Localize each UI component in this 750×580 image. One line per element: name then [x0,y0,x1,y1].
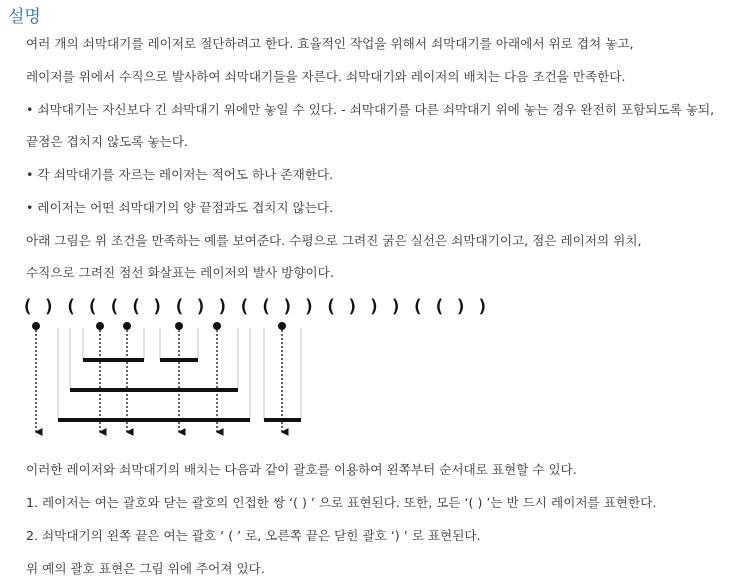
section-title: 설명 [8,7,41,27]
intro-line-1: 여러 개의 쇠막대기를 레이저로 절단하려고 한다. 효율적인 작업을 위해서 쇠막대기를 아래에서 위로 겹쳐 놓고, [26,36,634,51]
figure-explanation-2: 수직으로 그려진 점선 화살표는 레이저의 발사 방향이다. [26,265,334,280]
representation-intro: 이러한 레이저와 쇠막대기의 배치는 다음과 같이 괄호를 이용하여 왼쪽부터 순서대로 표현할 수 있다. [26,462,577,477]
laser-dot [213,322,221,330]
parenthesis-expression: ( ) ( ( ( ( ) ( ) ) ( ( ) ) ( ) ) ) ( ( ) ) [22,296,488,317]
laser-dot [96,322,104,330]
laser-dot [123,322,131,330]
rule-1: 1. 레이저는 여는 괄호와 닫는 괄호의 인접한 쌍 ‘( ) ’ 으로 표현된다. 또한, 모든 ‘( ) ’는 반 드시 레이저를 표현한다. [26,495,657,510]
laser-dot [175,322,183,330]
condition-3: • 레이저는 어떤 쇠막대기의 양 끝점과도 겹치지 않는다. [26,200,334,215]
intro-line-2: 레이저를 위에서 수직으로 발사하여 쇠막대기들을 자른다. 쇠막대기와 레이저의 배치는 다음 조건을 만족한다. [26,69,626,84]
figure-explanation-1: 아래 그림은 위 조건을 만족하는 예를 보여준다. 수평으로 그려진 굵은 실선은 쇠막대기이고, 점은 레이저의 위치, [26,233,642,248]
laser-bar-figure [20,292,488,442]
laser-dot [32,322,40,330]
condition-1: • 쇠막대기는 자신보다 긴 쇠막대기 위에만 놓일 수 있다. - 쇠막대기를 다른 쇠막대기 위에 놓는 경우 완전히 포함되도록 놓되, [26,102,715,117]
condition-1-continued: 끝점은 겹치지 않도록 놓는다. [26,134,188,149]
laser-dot [278,322,286,330]
representation-note: 위 예의 괄호 표현은 그림 위에 주어져 있다. [26,561,265,576]
rule-2: 2. 쇠막대기의 왼쪽 끝은 여는 괄호 ‘ ( ’ 로, 오른쪽 끝은 닫힌 괄호 ‘) ’ 로 표현된다. [26,528,481,543]
condition-2: • 각 쇠막대기를 자르는 레이저는 적어도 하나 존재한다. [26,167,334,182]
